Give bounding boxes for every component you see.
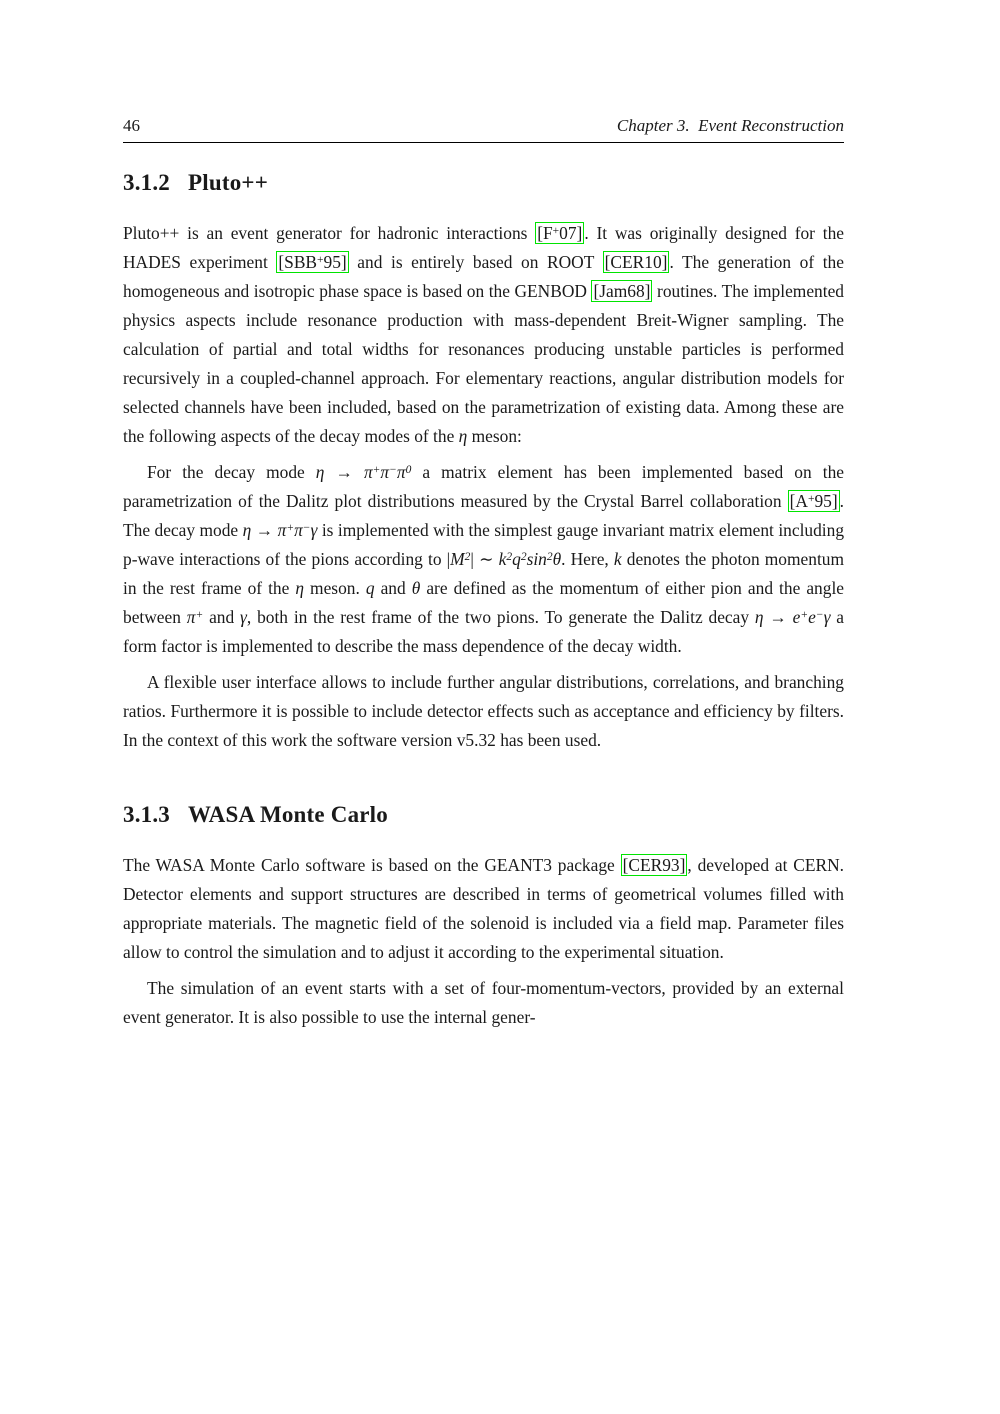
text-run: . The decay mode [123,491,844,540]
text-run: [CER10] [604,252,668,272]
math-symbol: π [294,520,303,540]
section-number: 3.1.3 [123,802,170,827]
paragraph [123,851,844,967]
text-run: A flexible user interface allows to include further angular distributions, correlations, and branching ratios. Furthermore it is possible to include detector effects such as acceptance and efficiency by filters. In the context of this work the software version v5.32 has been used. [123,672,844,750]
paragraph [123,219,844,451]
superscript: + [800,608,809,621]
section-number: 3.1.2 [123,170,170,195]
superscript: + [286,521,295,534]
document-body [123,170,844,1032]
superscript: + [807,492,815,505]
superscript: + [195,608,204,621]
math-symbol: γ [240,607,247,627]
running-header-title: Chapter 3. Event Reconstruction [616,116,844,135]
text-run: is implemented with the simplest gauge invariant matrix element including p-wave interactions of the pions according to | [123,520,845,569]
paragraph [123,974,844,1032]
text-run: → [324,462,364,482]
superscript: 2 [506,550,513,563]
math-symbol: η [315,462,325,482]
text-run: → [251,520,278,540]
running-header [123,116,844,143]
text-run: and [203,607,241,627]
superscript: − [302,521,311,534]
citation-link[interactable] [621,854,688,876]
text-run: 95] [323,252,347,272]
superscript: 0 [405,463,412,476]
page-sheet [123,116,844,1032]
section-heading [123,802,844,828]
text-run: a form factor is implemented to describe the mass dependence of the decay width. [123,607,844,656]
math-symbol: e [808,607,816,627]
citation-link[interactable] [788,490,840,512]
math-symbol: k [613,549,622,569]
math-symbol: π [363,462,373,482]
math-symbol: γ [823,607,831,627]
math-symbol: π [277,520,287,540]
superscript: + [372,463,381,476]
section-title: Pluto++ [188,170,269,195]
text-run: , both in the rest frame of the two pions. To generate the Dalitz decay [246,607,755,627]
text-run: 95] [814,491,838,511]
paragraph [123,458,844,661]
text-run: . The generation of the homogeneous and isotropic phase space is based on the GENBOD [123,252,844,301]
superscript: − [389,463,397,476]
math-symbol: π [380,462,390,482]
math-symbol: q [512,549,521,569]
text-run: a matrix element has been implemented based on the parametrization of the Dalitz plot distributions measured by the Crystal Barrel collaboration [123,462,844,511]
text-run: denotes the photon momentum in the rest frame of the [123,549,844,598]
text-run: The WASA Monte Carlo software is based on the GEANT3 package [123,855,621,875]
text-run: [F [537,223,553,243]
text-run: , developed at CERN. Detector elements and support structures are described in terms of geometrical volumes filled with appropriate materials. The magnetic field of the solenoid is included via a field map. Parameter files allow to control the simulation and to adjust it according to the experimental situation. [123,855,844,962]
text-run: . Here, [561,549,614,569]
text-run: . It was originally designed for the HADES experiment [123,223,845,272]
citation-link[interactable] [591,280,652,302]
text-run: [Jam68] [593,281,651,301]
superscript: 2 [546,550,553,563]
paragraph [123,668,844,755]
math-symbol: sin [526,549,547,569]
text-run: and [374,578,412,598]
text-run: 07] [559,223,583,243]
text-run: | ∼ [470,549,499,569]
math-symbol: γ [310,520,318,540]
document-section [123,802,844,1032]
superscript: + [317,253,324,266]
text-run: routines. The implemented physics aspects include resonance production with mass-dependent Breit-Wigner sampling. The calculation of partial and total widths for resonances producing unstable particles is performed recursively in a coupled-channel approach. For elementary reactions, angular distribution models for selected channels have been included, based on the parametrization of existing data. Among these are the following aspects of the decay modes of the [123,281,844,446]
math-symbol: k [498,549,507,569]
citation-link[interactable] [603,251,670,273]
math-symbol: η [242,520,252,540]
superscript: − [815,608,824,621]
math-symbol: θ [411,578,421,598]
math-symbol: η [754,607,764,627]
math-symbol: η [458,426,468,446]
section-title: WASA Monte Carlo [188,802,388,827]
superscript: 2 [464,550,471,563]
math-symbol: e [792,607,801,627]
text-run: are defined as the momentum of either pion and the angle between [123,578,844,627]
text-run: Pluto++ is an event generator for hadronic interactions [123,223,536,243]
superscript: + [552,224,560,237]
math-symbol: M [450,549,465,569]
superscript: 2 [520,550,527,563]
text-run: For the decay mode [147,462,316,482]
text-run: [CER93] [622,855,686,875]
document-section [123,170,844,755]
math-symbol: π [186,607,196,627]
math-symbol: θ [552,549,562,569]
citation-link[interactable] [535,222,584,244]
text-run: [SBB [278,252,318,272]
text-run: meson: [467,426,522,446]
section-heading [123,170,844,196]
text-run: meson. [304,578,366,598]
text-run: and is entirely based on ROOT [348,252,603,272]
math-symbol: η [295,578,305,598]
math-symbol: π [396,462,406,482]
text-run: The simulation of an event starts with a set of four-momentum-vectors, provided by an external event generator. It is also possible to use the internal gener- [123,978,844,1027]
text-run: → [763,607,793,627]
page-number: 46 [123,116,140,135]
math-symbol: q [365,578,375,598]
citation-link[interactable] [276,251,348,273]
text-run: [A [789,491,808,511]
